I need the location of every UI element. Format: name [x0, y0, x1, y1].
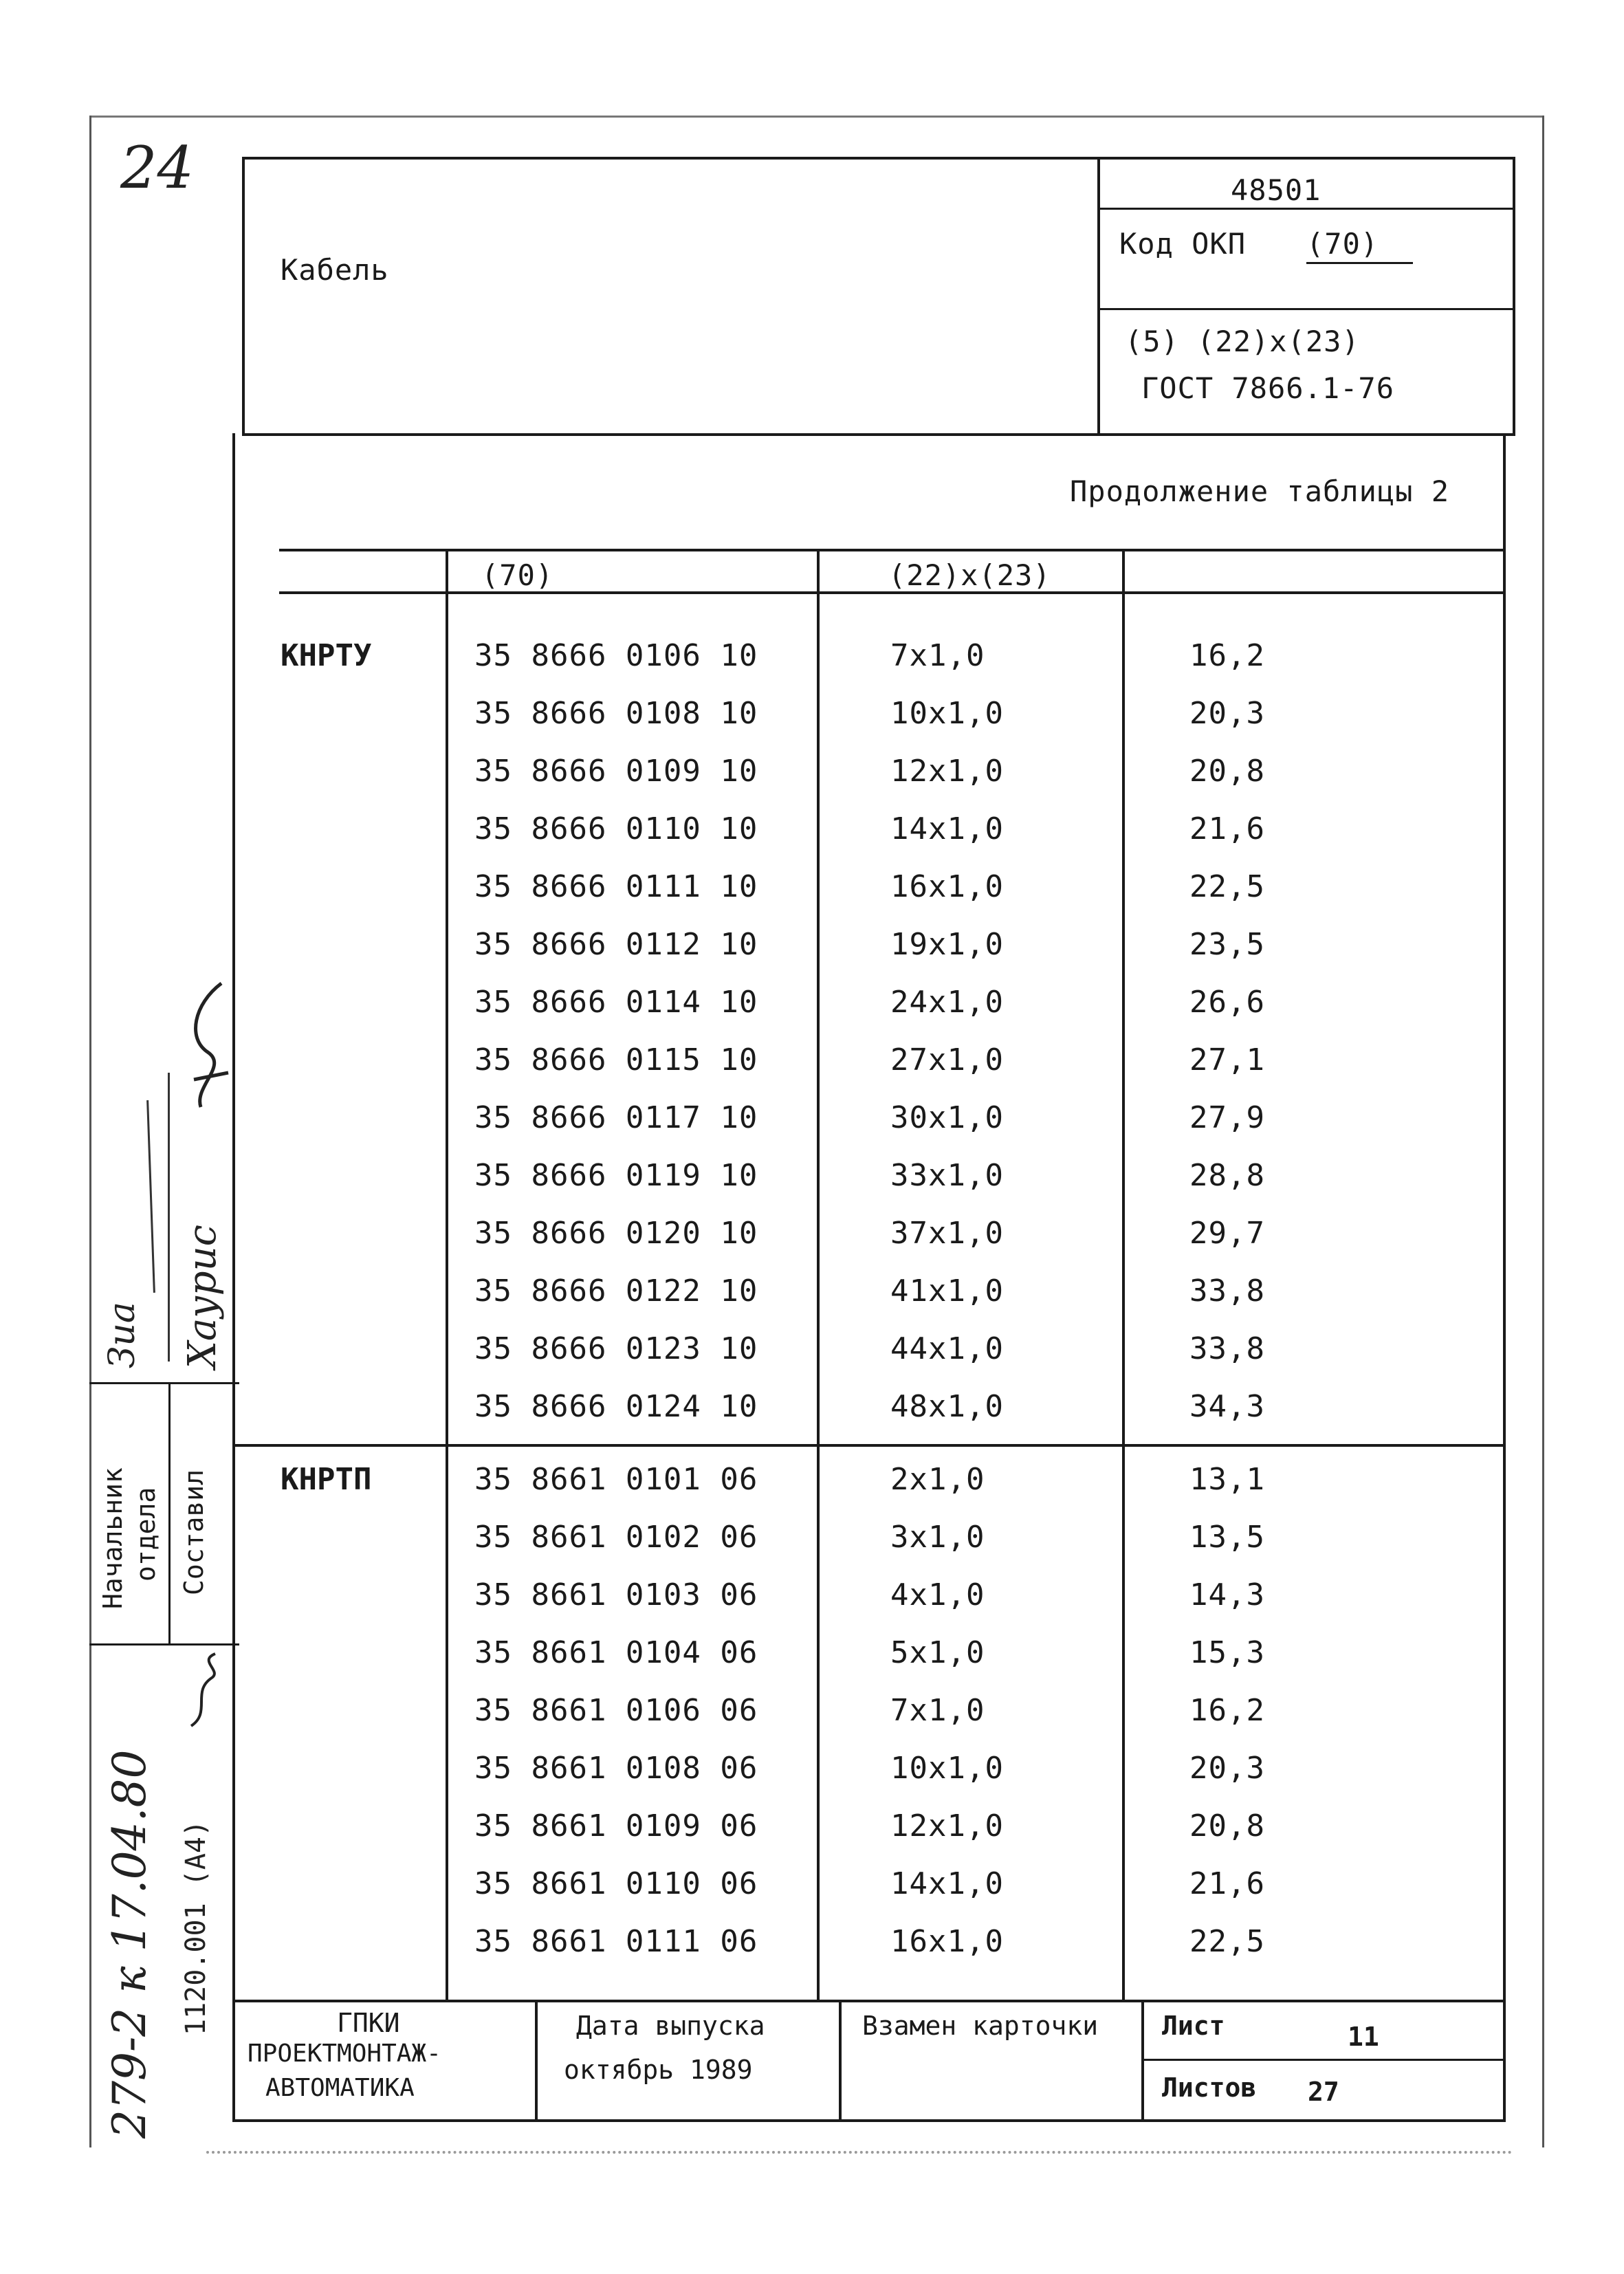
table-cell-size: 2x1,0 [890, 1462, 985, 1497]
table-cell-code: 35 8661 0109 06 [474, 1808, 758, 1844]
header-bottom-border [242, 433, 1515, 436]
table-cell-code: 35 8666 0117 10 [474, 1100, 758, 1135]
table-cell-mass: 28,8 [1189, 1158, 1265, 1193]
side-panel-right-line [168, 1382, 171, 1643]
okp-label: Код ОКП [1119, 227, 1247, 261]
table-cell-size: 5x1,0 [890, 1635, 985, 1670]
column-divider-3 [1122, 550, 1125, 2001]
footer-top-border [232, 2000, 1504, 2002]
column-header-size: (22)x(23) [888, 558, 1051, 592]
header-okp-divider [1097, 308, 1514, 310]
footer-bottom-border [232, 2119, 1504, 2122]
replace-card-label: Взамен карточки [862, 2011, 1099, 2041]
author-signature: Хаурис [180, 1224, 225, 1368]
table-cell-code: 35 8666 0108 10 [474, 696, 758, 731]
footer-divider-1 [535, 2000, 538, 2122]
table-cell-size: 48x1,0 [890, 1389, 1004, 1424]
okp-value: (70) [1306, 227, 1413, 264]
table-cell-size: 14x1,0 [890, 1866, 1004, 1901]
table-cell-mass: 22,5 [1189, 869, 1265, 904]
group-label-knrtp: КНРТП [281, 1462, 372, 1497]
form-code: 1120.001 (А4) [180, 1819, 212, 2035]
org-line-2: ПРОЕКТМОНТАЖ- [248, 2040, 441, 2068]
spec-line: (5) (22)x(23) [1125, 325, 1360, 358]
table-cell-size: 16x1,0 [890, 869, 1004, 904]
table-cell-mass: 15,3 [1189, 1635, 1265, 1670]
table-cell-code: 35 8666 0122 10 [474, 1273, 758, 1309]
table-cell-mass: 34,3 [1189, 1389, 1265, 1424]
group-separator [232, 1444, 1504, 1447]
bottom-dotted-line [206, 2151, 1513, 2154]
table-cell-size: 7x1,0 [890, 1693, 985, 1728]
header-code-divider [1097, 208, 1514, 210]
approval-scribble [180, 976, 235, 1114]
table-cell-mass: 20,8 [1189, 754, 1265, 789]
table-cell-mass: 16,2 [1189, 638, 1265, 673]
table-cell-code: 35 8666 0115 10 [474, 1042, 758, 1078]
sheet-label: Лист [1162, 2011, 1225, 2041]
sheets-value: 27 [1308, 2077, 1339, 2107]
table-cell-mass: 20,3 [1189, 696, 1265, 731]
head-of-department-label-1: Начальник [98, 1467, 128, 1609]
table-cell-code: 35 8661 0103 06 [474, 1577, 758, 1612]
column-divider-2 [817, 550, 820, 2001]
table-cell-size: 12x1,0 [890, 754, 1004, 789]
table-cell-mass: 20,3 [1189, 1751, 1265, 1786]
table-cell-code: 35 8666 0106 10 [474, 638, 758, 673]
group-label-knrtu: КНРТУ [281, 638, 372, 673]
table-cell-code: 35 8666 0112 10 [474, 927, 758, 962]
table-cell-size: 24x1,0 [890, 985, 1004, 1020]
table-cell-code: 35 8661 0111 06 [474, 1924, 758, 1959]
issue-date-label: Дата выпуска [576, 2011, 765, 2041]
table-cell-size: 19x1,0 [890, 927, 1004, 962]
signature-stroke-2 [168, 1073, 170, 1362]
table-cell-mass: 27,9 [1189, 1100, 1265, 1135]
side-panel-top-line [89, 1382, 239, 1384]
table-cell-size: 10x1,0 [890, 696, 1004, 731]
code-number: 48501 [1231, 173, 1321, 207]
table-cell-size: 44x1,0 [890, 1331, 1004, 1366]
table-cell-size: 4x1,0 [890, 1577, 985, 1612]
sheet-value: 11 [1348, 2022, 1379, 2052]
side-panel-bottom-line [89, 1643, 239, 1646]
table-cell-code: 35 8666 0124 10 [474, 1389, 758, 1424]
table-cell-code: 35 8666 0123 10 [474, 1331, 758, 1366]
head-signature: Зиа [102, 1302, 143, 1368]
header-right-border [1513, 157, 1515, 436]
product-name: Кабель [281, 253, 389, 287]
column-divider-1 [446, 550, 448, 2001]
table-cell-code: 35 8661 0108 06 [474, 1751, 758, 1786]
table-cell-mass: 26,6 [1189, 985, 1265, 1020]
table-cell-size: 14x1,0 [890, 811, 1004, 846]
author-label: Составил [179, 1469, 209, 1595]
header-divider [1097, 157, 1100, 436]
table-cell-mass: 33,8 [1189, 1273, 1265, 1309]
outer-frame-right [1542, 116, 1544, 2147]
table-cell-mass: 22,5 [1189, 1924, 1265, 1959]
head-of-department-label-2: отдела [131, 1487, 161, 1582]
columns-top-rule [279, 549, 1504, 551]
table-cell-size: 41x1,0 [890, 1273, 1004, 1309]
table-cell-code: 35 8661 0110 06 [474, 1866, 758, 1901]
table-cell-size: 7x1,0 [890, 638, 985, 673]
table-cell-mass: 13,1 [1189, 1462, 1265, 1497]
table-cell-size: 16x1,0 [890, 1924, 1004, 1959]
table-cell-mass: 29,7 [1189, 1216, 1265, 1251]
table-cell-code: 35 8666 0109 10 [474, 754, 758, 789]
table-cell-code: 35 8666 0111 10 [474, 869, 758, 904]
issue-date-value: октябрь 1989 [564, 2055, 753, 2085]
org-line-1: ГПКИ [337, 2008, 400, 2038]
org-line-3: АВТОМАТИКА [265, 2074, 415, 2102]
page-number: 24 [120, 134, 194, 201]
table-cell-code: 35 8661 0101 06 [474, 1462, 758, 1497]
table-cell-size: 12x1,0 [890, 1808, 1004, 1844]
table-cell-code: 35 8666 0120 10 [474, 1216, 758, 1251]
table-cell-size: 3x1,0 [890, 1520, 985, 1555]
table-cell-code: 35 8666 0110 10 [474, 811, 758, 846]
standard: ГОСТ 7866.1-76 [1141, 371, 1395, 405]
table-cell-code: 35 8661 0106 06 [474, 1693, 758, 1728]
table-cell-size: 37x1,0 [890, 1216, 1004, 1251]
table-cell-size: 33x1,0 [890, 1158, 1004, 1193]
table-cell-code: 35 8666 0114 10 [474, 985, 758, 1020]
sheets-label: Листов [1162, 2073, 1257, 2103]
outer-frame-top [89, 116, 1544, 118]
header-top-border [242, 157, 1515, 160]
handwritten-id: 279-2 к 17.04.80 [103, 1749, 156, 2139]
signature-stroke-1 [146, 1100, 155, 1293]
table-cell-mass: 20,8 [1189, 1808, 1265, 1844]
header-left-border [242, 157, 245, 436]
table-right-border [1503, 433, 1506, 2001]
table-cell-mass: 33,8 [1189, 1331, 1265, 1366]
table-cell-mass: 14,3 [1189, 1577, 1265, 1612]
table-cell-size: 10x1,0 [890, 1751, 1004, 1786]
table-cell-mass: 27,1 [1189, 1042, 1265, 1078]
table-cell-code: 35 8661 0104 06 [474, 1635, 758, 1670]
table-cell-code: 35 8661 0102 06 [474, 1520, 758, 1555]
table-left-border [232, 433, 235, 2122]
footer-right-border [1503, 2000, 1506, 2122]
form-code-signature [184, 1650, 226, 1733]
table-cell-mass: 16,2 [1189, 1693, 1265, 1728]
table-cell-mass: 23,5 [1189, 927, 1265, 962]
table-cell-code: 35 8666 0119 10 [474, 1158, 758, 1193]
table-cell-mass: 21,6 [1189, 1866, 1265, 1901]
table-cell-size: 30x1,0 [890, 1100, 1004, 1135]
outer-frame-left [89, 116, 91, 2147]
footer-divider-3 [1141, 2000, 1144, 2122]
footer-sheet-divider [1141, 2059, 1504, 2061]
table-cell-mass: 13,5 [1189, 1520, 1265, 1555]
column-header-code: (70) [481, 558, 554, 592]
footer-divider-2 [839, 2000, 842, 2122]
table-cell-size: 27x1,0 [890, 1042, 1004, 1078]
table-cell-mass: 21,6 [1189, 811, 1265, 846]
continuation-title: Продолжение таблицы 2 [1070, 474, 1450, 508]
